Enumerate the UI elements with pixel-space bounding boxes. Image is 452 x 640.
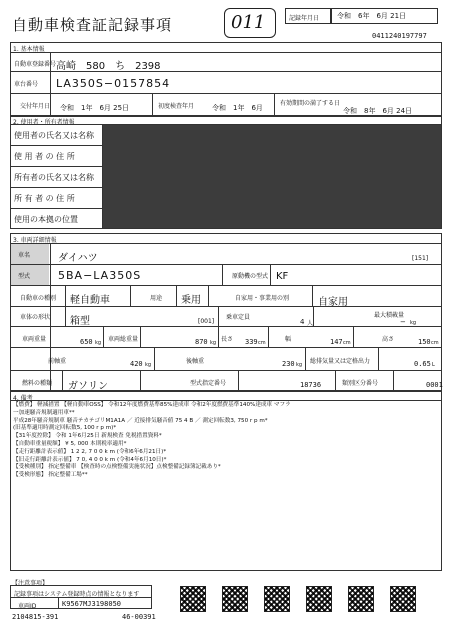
category-label: 類別区分番号	[342, 380, 379, 387]
gross-weight-label: 車両総重量	[108, 336, 139, 343]
remark-line: 【31年度控除】 令和 1年6月25日 新規検査 免税措置資料*	[13, 433, 162, 440]
owner-row-owner-name: 所有者の氏名又は名称	[14, 173, 94, 182]
remark-line: 【自動車重量税額】 ¥ 5, 000 本則税率適用*	[13, 440, 127, 447]
plate-label: 自動車登録番号	[14, 61, 57, 68]
document-title: 自動車検査証記録事項	[12, 16, 173, 34]
use-value: 乗用	[181, 295, 201, 306]
vehicle-id-value: K9567MJ3198050	[62, 600, 122, 608]
qr-code	[306, 586, 332, 612]
model-label: 型式	[18, 273, 31, 280]
owner-row-user-name: 使用者の氏名又は名称	[14, 131, 94, 140]
plate-value: 高崎 580 ち 2398	[56, 61, 161, 72]
handwritten-number: 011	[231, 12, 266, 33]
remark-line: 【受検種別】 指定整備車 【検査時の点検整備実施状況】点検整備記録簿記載あり*	[13, 464, 221, 471]
issue-label: 交付年月日	[20, 103, 51, 110]
capacity-unit: 人	[307, 320, 314, 327]
max-load-unit: kg	[410, 320, 417, 326]
first-reg-label: 初度検査年月	[158, 103, 195, 110]
remark-line: (旧基準適用時測定回転数5, 100 r p m)*	[13, 425, 117, 432]
remark-line: 【燃費】 軽減措置 【軽自動車OSS】 令和12年度燃費基準85%達成車 令和2年度燃費基準140%達成車 マフラ	[13, 402, 291, 408]
displacement-label: 総排気量又は定格出力	[310, 358, 371, 365]
rear-axle-value: 230	[282, 360, 295, 368]
category-value: 0001	[426, 381, 443, 389]
first-reg-value: 令和 1年 6月	[212, 104, 263, 112]
qr-code	[222, 586, 248, 612]
displacement-unit: L	[432, 362, 435, 368]
width-label: 幅	[285, 336, 292, 343]
owner-row-user-address: 使 用 者 の 住 所	[14, 152, 75, 161]
qr-code	[180, 586, 206, 612]
front-axle-value: 420	[130, 360, 143, 368]
height-label: 高さ	[382, 336, 395, 343]
remark-line: 【受検形態】 指定整備工場**	[13, 472, 88, 479]
remark-line: 平成28年騒音規制車 騒音テカテゴリM1A1A ／ 近接排気騒音値 75 4 B ／ 測定回転数3, 750 r p m*	[13, 417, 268, 424]
maker-value: ダイハツ	[58, 253, 98, 264]
qr-code	[348, 586, 374, 612]
weight-label: 車両重量	[22, 336, 47, 343]
owner-heading: 2. 使用者・所有者情報	[13, 119, 75, 126]
length-value: 339	[245, 338, 258, 346]
max-load-value: −	[400, 318, 406, 326]
redacted-owner-info	[103, 125, 441, 228]
weight-value: 650	[80, 338, 93, 346]
kind-value: 軽自動車	[70, 295, 110, 306]
expiry-label: 有効期間の満了する日	[280, 100, 341, 107]
chassis-value: LA350S−0157854	[56, 77, 171, 90]
fuel-label: 燃料の種類	[22, 380, 53, 387]
issued-date-value: 令和 6年 6月 21日	[337, 12, 407, 20]
capacity-label: 乗車定員	[226, 314, 251, 321]
model-value: 5BA−LA350S	[58, 269, 142, 282]
width-unit: cm	[343, 340, 351, 346]
issued-date-box	[285, 8, 438, 24]
document-number-1: 2104815-391	[12, 613, 59, 621]
front-axle-unit: kg	[145, 362, 152, 368]
remarks-text	[13, 402, 439, 480]
shape-value: 箱型	[70, 316, 90, 327]
front-axle-label: 前軸重	[48, 358, 67, 365]
qr-code	[264, 586, 290, 612]
rear-axle-label: 後軸重	[186, 358, 205, 365]
business-label: 自家用・事業用の別	[235, 295, 290, 302]
qr-code	[390, 586, 416, 612]
length-unit: cm	[258, 340, 266, 346]
weight-unit: kg	[95, 340, 102, 346]
remark-line: 【旧走行距離計表示値】 7 0, 4 0 0 k m (令和4年6月10日)*	[13, 456, 167, 463]
gross-weight-value: 870	[195, 338, 208, 346]
handwritten-number-box	[224, 8, 276, 38]
issue-value: 令和 1年 6月 25日	[60, 104, 130, 112]
rear-axle-unit: kg	[296, 362, 303, 368]
owner-row-owner-address: 所 有 者 の 住 所	[14, 194, 75, 203]
engine-value: KF	[276, 271, 289, 282]
fuel-value: ガソリン	[68, 381, 108, 392]
kind-label: 自動車の種別	[20, 295, 57, 302]
remark-line: 【走行距離計表示値】 1 2 2, 7 0 0 k m (令和6年6月21日)*	[13, 448, 167, 455]
document-number-2: 46-00391	[122, 613, 156, 621]
serial-number: 0411240197797	[372, 32, 427, 40]
owner-row-base-location: 使用の本拠の位置	[14, 215, 78, 224]
height-value: 150	[418, 338, 431, 346]
engine-label: 原動機の型式	[232, 273, 269, 280]
maker-label: 車名	[18, 252, 31, 259]
vehicle-details-heading: 3. 車両詳細情報	[13, 237, 57, 244]
notice-text: 記録事項はシステム登録時点の情報となります	[14, 591, 140, 598]
maker-code: [151]	[412, 255, 429, 262]
issued-date-label: 記録年月日	[289, 15, 320, 22]
use-label: 用途	[150, 295, 163, 302]
shape-code: [001]	[198, 318, 215, 325]
notice-heading: 【注意事項】	[12, 580, 49, 587]
remark-line: 一加速騒音規制適用車**	[13, 409, 75, 416]
shape-label: 車体の形状	[20, 314, 51, 321]
remarks-heading: 4. 備考	[13, 395, 33, 402]
expiry-value: 令和 8年 6月 24日	[343, 107, 413, 115]
gross-weight-unit: kg	[210, 340, 217, 346]
type-approval-label: 型式指定番号	[190, 380, 227, 387]
displacement-value: 0.65	[414, 360, 431, 368]
business-value: 自家用	[318, 297, 348, 308]
type-approval-value: 18736	[300, 381, 322, 389]
capacity-value: 4	[300, 318, 305, 326]
height-unit: cm	[431, 340, 439, 346]
vehicle-id-label: 車両ID	[18, 603, 37, 610]
chassis-label: 車台番号	[14, 81, 39, 88]
length-label: 長さ	[221, 336, 234, 343]
max-load-label: 最大積載量	[374, 312, 405, 319]
basic-info-heading: 1. 基本情報	[13, 46, 45, 53]
width-value: 147	[330, 338, 343, 346]
